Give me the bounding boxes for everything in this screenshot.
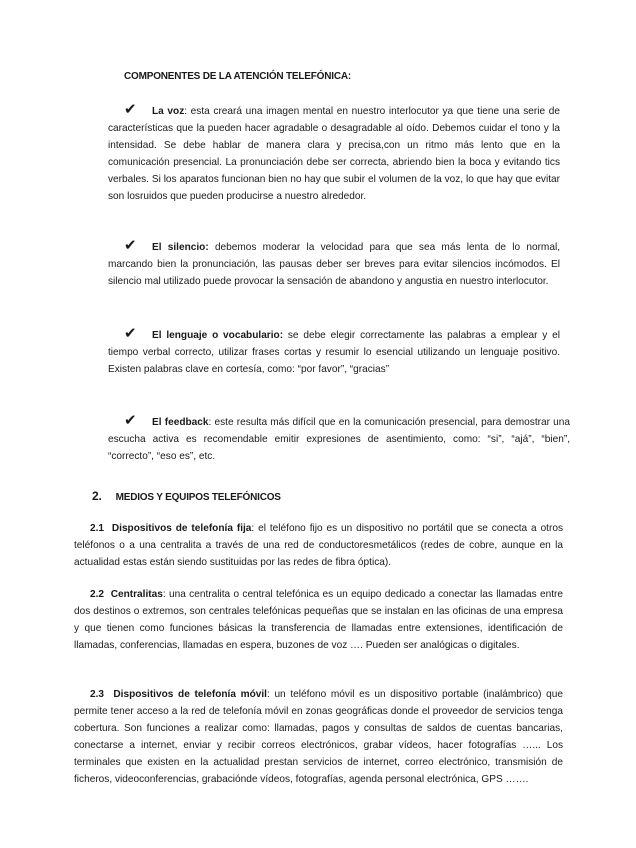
subsection-number: 2.1	[90, 523, 105, 534]
component-term: El silencio:	[152, 242, 209, 253]
page-title: COMPONENTES DE LA ATENCIÓN TELEFÓNICA:	[124, 71, 352, 82]
checkmark-icon: ✔	[124, 101, 137, 118]
component-text: : esta creará una imagen mental en nuestro interlocutor ya que tiene una serie de características que la pueden hacer agradable o desagradable al oído. Debemos cuidar el tono y la intensidad. Se debe hablar de manera clara y precisa,con un ritmo más lento que en la comunicación presencial. La pronunciación debe ser correcta, abriendo bien la boca y evitando tics verbales. Si los aparatos funcionan bien no hay que subir el volumen de la voz, lo que hay que evitar son losruidos que pueden producirse a nuestro alrededor.	[108, 106, 560, 202]
subsection-term: Centralitas	[110, 589, 163, 600]
section-number: 2.	[92, 489, 102, 503]
subsection-text: : una centralita o central telefónica es un equipo dedicado a conectar las llamadas entre dos destinos o extremos, son centrales telefónicas pequeñas que se instalan en las oficinas de una empresa y que tienen como funciones básicas la transferencia de llamadas entre extensiones, identificación de llamadas, conferencias, llamadas en espera, buzones de voz …. Pueden ser analógicas o digitales.	[74, 589, 563, 651]
subsection-term: Dispositivos de telefonía fija	[111, 523, 252, 534]
component-text: debemos moderar la velocidad para que sea más lenta de lo normal, marcando bien la pronunciación, las pausas deber ser breves para evitar silencios incómodos. El silencio mal utilizado puede provocar la sensación de abandono y angustia en nuestro interlocutor.	[108, 242, 561, 287]
checkmark-icon: ✔	[124, 412, 137, 429]
component-item	[108, 414, 570, 465]
component-term: La voz	[152, 106, 185, 117]
subsection-number: 2.3	[90, 689, 105, 700]
component-item	[108, 327, 560, 378]
subsection-number: 2.2	[90, 589, 105, 600]
component-term: El lenguaje o vocabulario:	[152, 330, 284, 341]
component-text: se debe elegir correctamente las palabras a emplear y el tiempo verbal correcto, utilizar frases cortas y resumir lo esencial utilizando un lenguaje positivo. Existen palabras clave en cortesía, como: “por favor”, “gracias”	[108, 330, 561, 375]
checkmark-icon: ✔	[124, 237, 137, 254]
subsection-centralitas	[74, 586, 563, 654]
section-title: MEDIOS Y EQUIPOS TELEFÓNICOS	[115, 492, 281, 503]
subsection-text: : un teléfono móvil es un dispositivo portable (inalámbrico) que permite tener acceso a la red de telefonía móvil en zonas geográficas donde el proveedor de servicios tenga cobertura. Son funciones a realizar como: llamadas, pagos y consultas de saldos de cuentas bancarias, conectarse a internet, enviar y recibir correos electrónicos, grabar vídeos, hacer fotografías …... Los terminales que existen en la actualidad prestan servicios de internet, correo electrónico, transmisión de ficheros, videoconferencias, grabaciónde vídeos, fotografías, agenda personal electrónica, GPS …….	[74, 689, 564, 785]
subsection-term: Dispositivos de telefonía móvil	[113, 689, 267, 700]
section-heading	[92, 489, 281, 503]
component-term: El feedback	[152, 417, 209, 428]
subsection-fija	[74, 520, 563, 571]
subsection-movil	[74, 686, 563, 788]
component-item	[108, 239, 560, 290]
component-item	[108, 103, 560, 205]
subsection-text: : el teléfono fijo es un dispositivo no portátil que se conecta a otros teléfonos o a una centralita a través de una red de conductoresmetálicos (redes de cobre, aunque en la actualidad estas están siendo sustituidas por las redes de fibra óptica).	[74, 523, 564, 568]
component-text: : este resulta más difícil que en la comunicación presencial, para demostrar una escucha activa es recomendable emitir expresiones de asentimiento, como: “si”, “ajá”, “bien”, “correcto”, “eso es”, etc.	[108, 417, 570, 462]
checkmark-icon: ✔	[124, 325, 137, 342]
